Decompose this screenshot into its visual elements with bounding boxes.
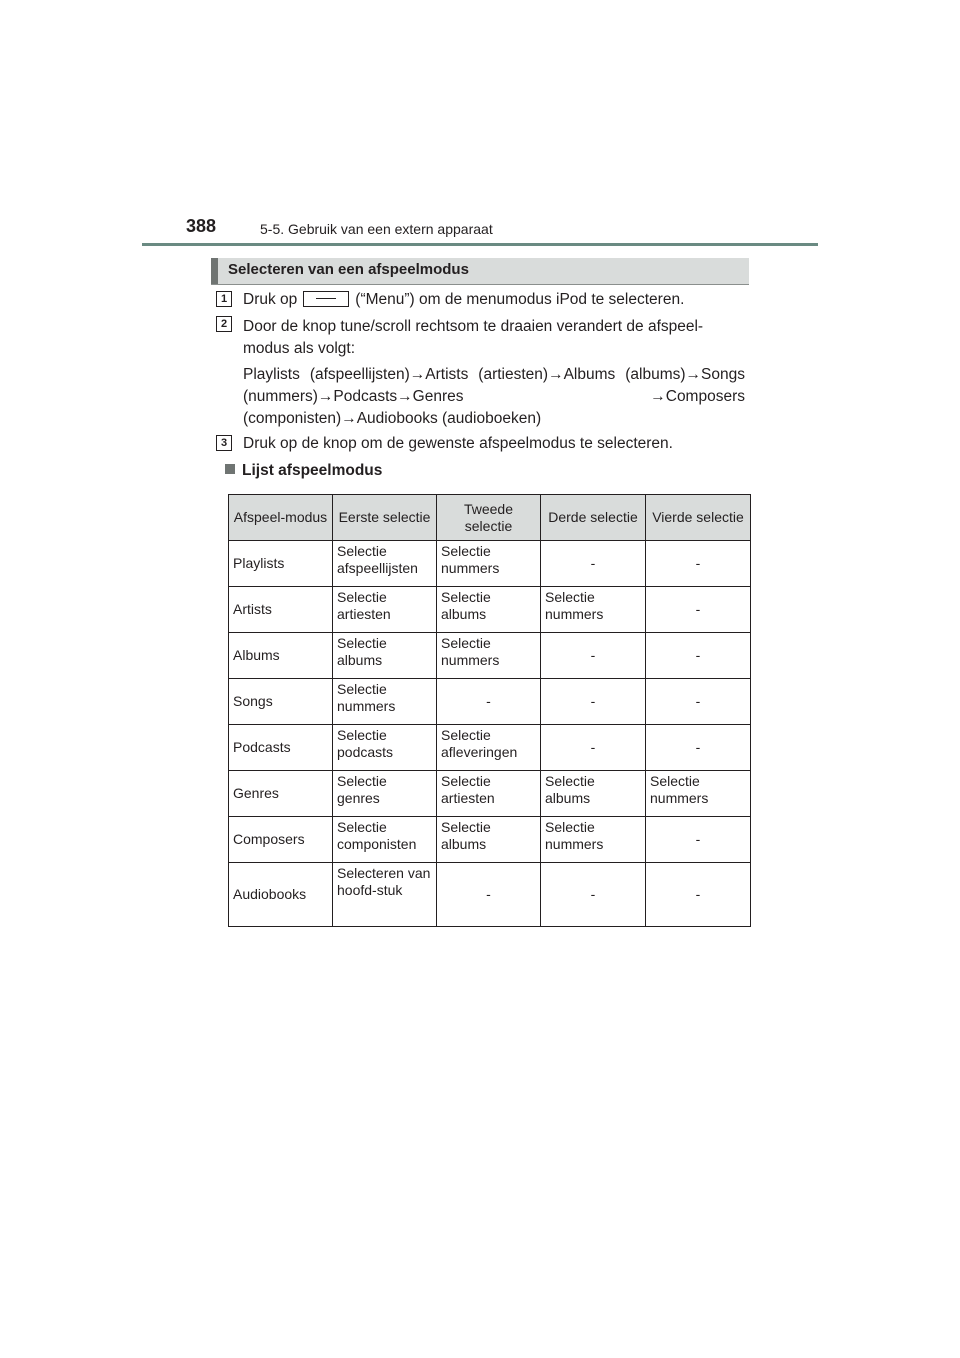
table-cell: Selectie afspeellijsten	[333, 541, 437, 587]
table-row	[229, 817, 751, 863]
table-cell: Selectie nummers	[333, 679, 437, 725]
table-cell: Selectie nummers	[541, 817, 646, 863]
mode-cell: Genres	[229, 771, 333, 817]
table-cell: Selectie albums	[541, 771, 646, 817]
table-cell: -	[541, 863, 646, 927]
table-header-row	[229, 495, 751, 541]
header-rule	[142, 243, 818, 246]
mode-cell: Artists	[229, 587, 333, 633]
subheading	[225, 462, 382, 480]
table-row	[229, 679, 751, 725]
table-cell: -	[646, 863, 751, 927]
table-cell: Selectie podcasts	[333, 725, 437, 771]
table-cell: Selectie artiesten	[437, 771, 541, 817]
table-cell: Selectie afleveringen	[437, 725, 541, 771]
mode-cell: Audiobooks	[229, 863, 333, 927]
table-cell: -	[646, 817, 751, 863]
header-cell: Eerste selectie	[333, 495, 437, 541]
menu-button-icon	[303, 291, 349, 307]
mode-cell: Composers	[229, 817, 333, 863]
table-row	[229, 725, 751, 771]
header-cell: Afspeel-modus	[229, 495, 333, 541]
mode-cell: Songs	[229, 679, 333, 725]
heading-underline	[211, 284, 749, 285]
table-row	[229, 633, 751, 679]
table-row	[229, 587, 751, 633]
table-row	[229, 541, 751, 587]
header-cell: Derde selectie	[541, 495, 646, 541]
square-bullet-icon	[225, 464, 235, 474]
table-cell: -	[541, 633, 646, 679]
table-cell: Selectie nummers	[541, 587, 646, 633]
header-cell: Tweede selectie	[437, 495, 541, 541]
table-cell: Selectie nummers	[437, 541, 541, 587]
step-badge-1: 1	[216, 291, 232, 307]
heading-title: Selecteren van een afspeelmodus	[228, 261, 469, 278]
mode-cell: Albums	[229, 633, 333, 679]
header-cell: Vierde selectie	[646, 495, 751, 541]
step-1-before: Druk op	[243, 291, 298, 308]
mode-table	[228, 494, 751, 927]
table-row	[229, 863, 751, 927]
table-cell: -	[646, 541, 751, 587]
table-cell: Selectie albums	[437, 587, 541, 633]
table-cell: -	[541, 725, 646, 771]
table-cell: -	[646, 725, 751, 771]
table-cell: -	[437, 679, 541, 725]
step-badge-3: 3	[216, 435, 232, 451]
heading-bar	[211, 258, 749, 284]
subheading-text: Lijst afspeelmodus	[242, 462, 383, 479]
table-cell: Selectie componisten	[333, 817, 437, 863]
section-title: 5-5. Gebruik van een extern apparaat	[260, 221, 493, 237]
table-cell: -	[437, 863, 541, 927]
page-number: 388	[186, 216, 217, 236]
table-cell: Selectie albums	[333, 633, 437, 679]
mode-cell: Podcasts	[229, 725, 333, 771]
table-cell: -	[646, 587, 751, 633]
step-1-text	[243, 289, 745, 311]
mode-sequence: Playlists (afspeellijsten)→Artists (artiesten)→Albums (albums)→Songs (nummers)→Podcasts→Genres →Composers (componisten)→Audiobooks (audioboeken)	[243, 366, 745, 427]
table-cell: Selectie genres	[333, 771, 437, 817]
table-cell: Selecteren van hoofd-stuk	[333, 863, 437, 927]
step-badge-2: 2	[216, 316, 232, 332]
table-cell: Selectie nummers	[437, 633, 541, 679]
table-cell: Selectie nummers	[646, 771, 751, 817]
table-cell: -	[646, 679, 751, 725]
step-2-text: Door de knop tune/scroll rechtsom te draaien verandert de afspeel-modus als volgt:	[243, 318, 704, 357]
table-cell: -	[541, 541, 646, 587]
step-3-text: Druk op de knop om de gewenste afspeelmodus te selecteren.	[243, 435, 673, 452]
table-row	[229, 771, 751, 817]
table-cell: -	[541, 679, 646, 725]
table-cell: Selectie artiesten	[333, 587, 437, 633]
mode-cell: Playlists	[229, 541, 333, 587]
table-cell: Selectie albums	[437, 817, 541, 863]
table-cell: -	[646, 633, 751, 679]
step-1-after: (“Menu”) om de menumodus iPod te selecteren.	[355, 291, 685, 308]
